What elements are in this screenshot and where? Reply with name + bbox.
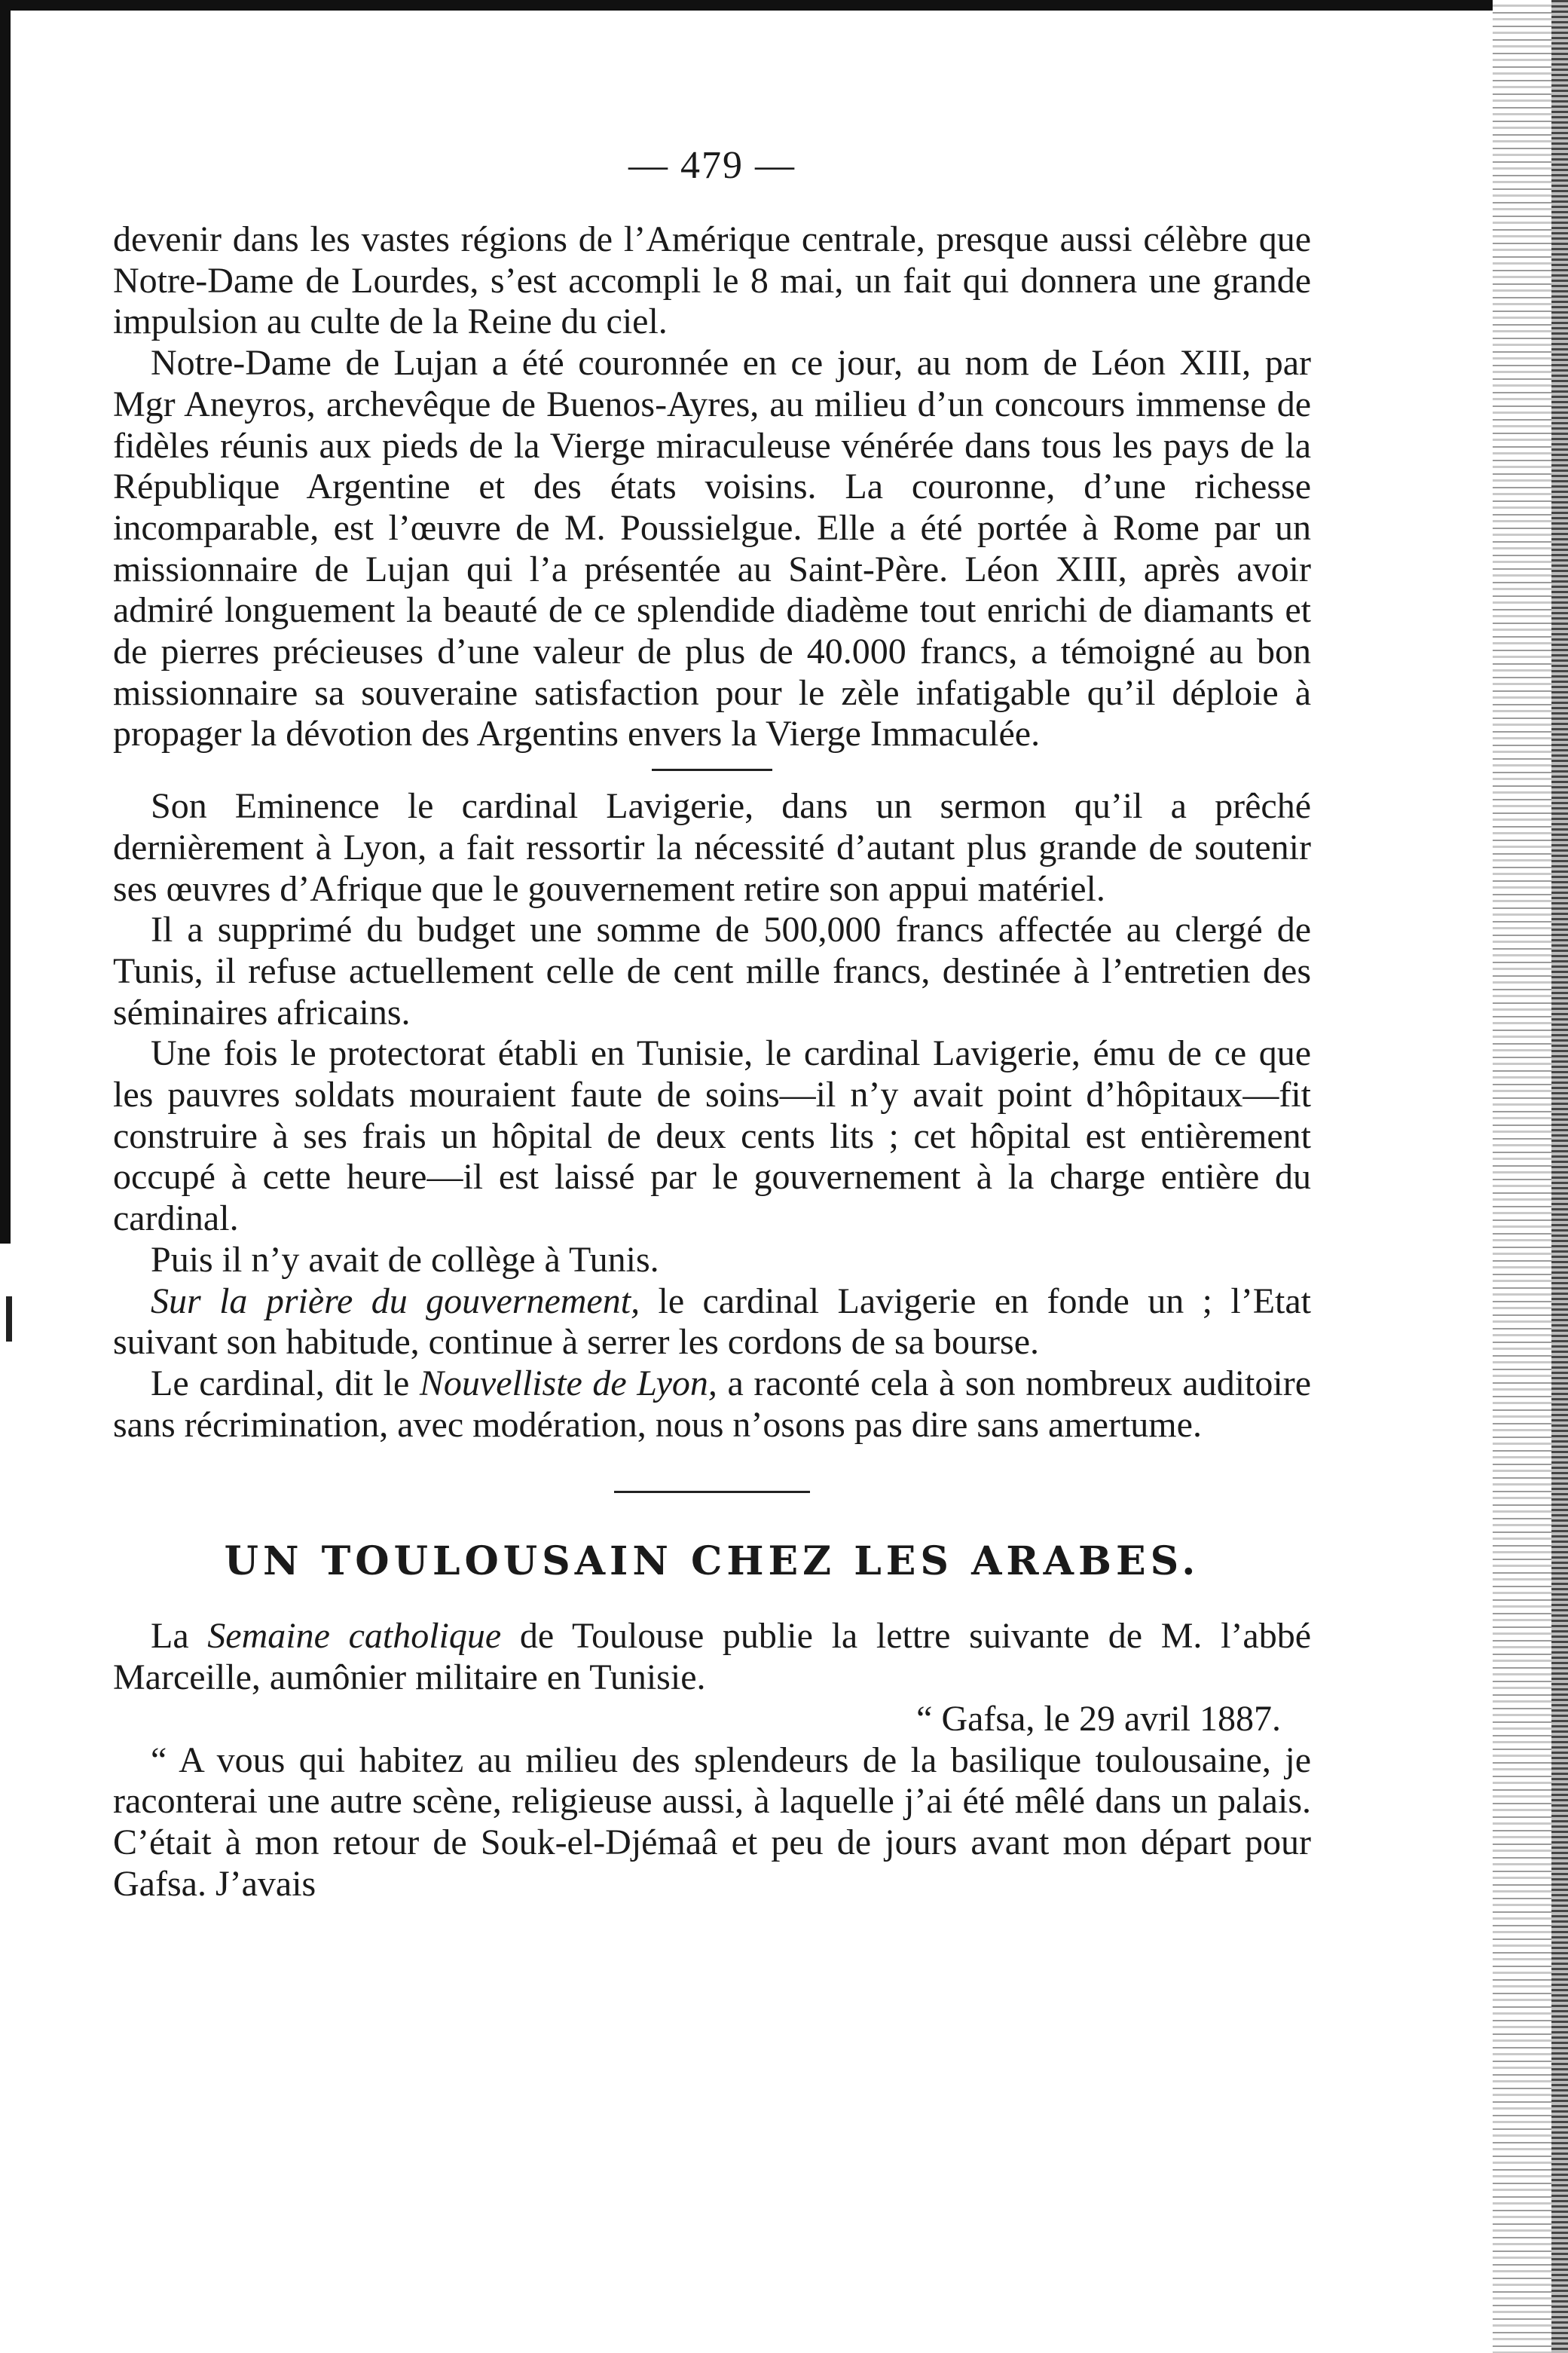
paragraph: Son Eminence le cardinal Lavigerie, dans un sermon qu’il a prêché dernièrement à Lyon, a fait ressortir la nécessité d’autant plus grande de soutenir ses œuvres d’Afrique que le gouvernement retire son appui matériel. bbox=[113, 786, 1311, 909]
italic-title: Semaine catholique bbox=[207, 1616, 502, 1657]
paragraph: Notre-Dame de Lujan a été couronnée en ce jour, au nom de Léon XIII, par Mgr Aneyros, archevêque de Buenos-Ayres, au milieu d’un concours immense de fidèles réunis aux pieds de la Vierge miraculeuse vénérée dans tous les pays de la République Argentine et des états voisins. La couronne, d’une richesse incomparable, est l’œuvre de M. Poussielgue. Elle a été portée à Rome par un missionnaire de Lujan qui l’a présentée au Saint-Père. Léon XIII, après avoir admiré longuement la beauté de ce splendide diadème tout enrichi de diamants et de pierres précieuses d’une valeur de plus de 40.000 francs, a témoigné au bon missionnaire sa souveraine satisfaction pour le zèle infatigable qu’il déploie à propager la dévotion des Argentins envers la Vierge Immaculée. bbox=[113, 343, 1311, 754]
page-number: — 479 — bbox=[628, 144, 796, 187]
letter-dateline: “ Gafsa, le 29 avril 1887. bbox=[916, 1698, 1281, 1739]
top-border-rule bbox=[0, 0, 1568, 11]
paragraph bbox=[113, 1281, 1311, 1363]
paragraph: Une fois le protectorat établi en Tunisie, le cardinal Lavigerie, ému de ce que les pauvres soldats mouraient faute de soins—il n’y avait point d’hôpitaux—fit construire à ses frais un hôpital de deux cents lits ; cet hôpital est entièrement occupé à cette heure—il est laissé par le gouvernement à la charge entière du cardinal. bbox=[113, 1033, 1311, 1239]
paragraph: Il a supprimé du budget une somme de 500,000 francs affectée au clergé de Tunis, il refuse actuellement celle de cent mille francs, destinée à l’entretien des séminaires africains. bbox=[113, 910, 1311, 1033]
left-edge-mark bbox=[6, 1296, 12, 1342]
paragraph bbox=[113, 1363, 1311, 1446]
paragraph-text: La bbox=[151, 1616, 208, 1657]
paragraph: devenir dans les vastes régions de l’Amérique centrale, presque aussi célèbre que Notre-Dame de Lourdes, s’est accompli le 8 mai, un fait qui donnera une grande impulsion au culte de la Reine du ciel. bbox=[113, 219, 1311, 342]
paragraph-text: de Toulouse publie la lettre suivante de M. l’abbé Marceille, aumônier militaire en Tunisie. bbox=[113, 1616, 1312, 1698]
paragraph: “ A vous qui habitez au milieu des splendeurs de la basilique toulousaine, je raconterai une autre scène, religieuse aussi, à laquelle j’ai été mêlé dans un palais. C’était à mon retour de Souk-el-Djémaâ et peu de jours avant mon départ pour Gafsa. J’avais bbox=[113, 1740, 1311, 1904]
italic-title: Nouvelliste de Lyon, bbox=[419, 1363, 717, 1403]
binding-edge-shadow bbox=[1551, 0, 1568, 2353]
paragraph: Puis il n’y avait de collège à Tunis. bbox=[151, 1239, 659, 1280]
left-border-bar bbox=[0, 0, 11, 1244]
paragraph-text: Le cardinal, dit le bbox=[151, 1363, 420, 1403]
article-heading: UN TOULOUSAIN CHEZ LES ARABES. bbox=[224, 1538, 1200, 1585]
section-separator bbox=[614, 1491, 810, 1493]
page-body bbox=[113, 143, 1311, 1905]
italic-phrase: Sur la prière du gouvernement, bbox=[151, 1281, 640, 1321]
section-separator bbox=[652, 769, 772, 771]
paragraph-text: le cardinal Lavigerie en fonde un ; l’Etat suivant son habitude, continue à serrer les cordons de sa bourse. bbox=[113, 1281, 1311, 1363]
paragraph bbox=[113, 1616, 1311, 1698]
paragraph-text: a raconté cela à son nombreux auditoire sans récrimination, avec modération, nous n’osons pas dire sans amertume. bbox=[113, 1363, 1312, 1445]
